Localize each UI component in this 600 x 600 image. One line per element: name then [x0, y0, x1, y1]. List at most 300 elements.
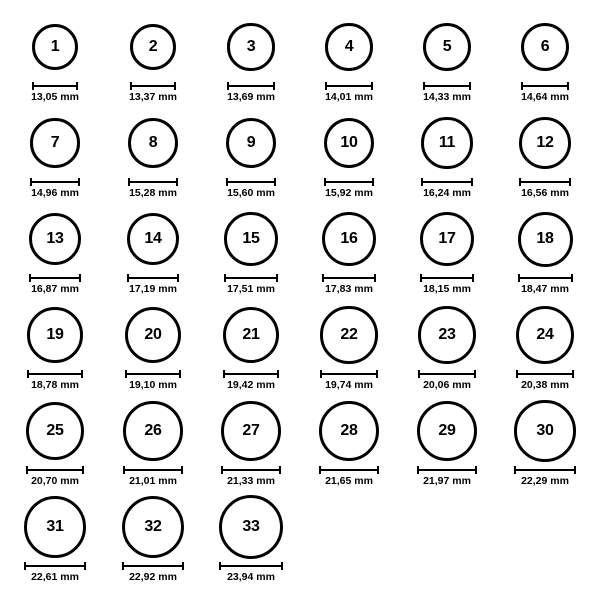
measure-bar-icon [29, 274, 81, 281]
measure-bar-icon [227, 82, 274, 89]
measure-bar-line [123, 469, 182, 471]
ring-diameter-label: 15,28 mm [129, 187, 177, 199]
ring-circle-icon [221, 401, 281, 461]
ring-circle-wrap [320, 302, 377, 368]
measure-bar-icon [30, 178, 79, 185]
ring-circle-wrap [521, 14, 570, 80]
ring-circle-wrap [125, 302, 181, 368]
measure-tick-left-icon [32, 82, 34, 90]
ring-circle-icon [30, 118, 79, 167]
ring-size-cell [301, 398, 397, 487]
ring-circle-icon [514, 400, 575, 461]
ring-size-row [6, 494, 594, 590]
measure-tick-left-icon [227, 82, 229, 90]
measure-bar-line [421, 181, 472, 183]
ring-circle-wrap [417, 398, 478, 464]
ring-circle-wrap [32, 14, 78, 80]
ring-circle-wrap [226, 110, 276, 176]
measure-bar-line [325, 85, 373, 87]
measure-tick-right-icon [274, 178, 276, 186]
ring-diameter-label: 17,19 mm [129, 283, 177, 295]
ring-diameter-label: 19,42 mm [227, 379, 275, 391]
measure-tick-left-icon [417, 466, 419, 474]
ring-size-cell [203, 302, 299, 391]
ring-circle-icon [322, 212, 376, 266]
ring-size-label: 30 [536, 421, 554, 439]
measure-bar-icon [322, 274, 376, 281]
ring-diameter-label: 19,10 mm [129, 379, 177, 391]
ring-size-cell [203, 14, 299, 103]
ring-circle-icon [421, 117, 472, 168]
ring-size-cell [203, 110, 299, 199]
measure-tick-left-icon [325, 82, 327, 90]
measure-bar-icon [224, 274, 277, 281]
ring-diameter-label: 16,87 mm [31, 283, 79, 295]
measure-bar-line [518, 277, 573, 279]
ring-size-cell [399, 14, 495, 103]
ring-circle-wrap [27, 302, 83, 368]
ring-size-cell [105, 302, 201, 391]
measure-bar-line [514, 469, 575, 471]
measure-bar-icon [423, 82, 471, 89]
ring-size-cell [497, 302, 593, 391]
measure-tick-left-icon [514, 466, 516, 474]
ring-size-label: 13 [46, 229, 64, 247]
ring-size-label: 3 [246, 38, 256, 55]
ring-circle-icon [32, 24, 78, 70]
measure-tick-right-icon [567, 82, 569, 90]
ring-circle-wrap [122, 494, 184, 560]
ring-size-cell [7, 14, 103, 103]
ring-diameter-label: 22,92 mm [129, 571, 177, 583]
measure-bar-line [219, 565, 283, 567]
ring-circle-icon [219, 495, 283, 559]
measure-tick-right-icon [471, 178, 473, 186]
measure-bar-line [423, 85, 471, 87]
ring-diameter-label: 16,56 mm [521, 187, 569, 199]
ring-circle-icon [518, 212, 573, 267]
ring-size-cell [7, 206, 103, 295]
measure-tick-right-icon [78, 178, 80, 186]
measure-bar-icon [421, 178, 472, 185]
measure-bar-icon [319, 466, 379, 473]
ring-size-label: 32 [144, 517, 162, 535]
ring-circle-icon [227, 23, 274, 70]
measure-bar-line [27, 373, 83, 375]
measure-bar-line [221, 469, 281, 471]
ring-circle-wrap [324, 110, 375, 176]
ring-circle-wrap [518, 206, 573, 272]
ring-size-cell [301, 14, 397, 103]
ring-size-cell [105, 494, 201, 583]
measure-bar-line [521, 85, 570, 87]
ring-diameter-label: 13,37 mm [129, 91, 177, 103]
ring-circle-wrap [224, 206, 277, 272]
ring-circle-wrap [30, 110, 79, 176]
measure-bar-line [227, 85, 274, 87]
ring-size-label: 1 [50, 38, 60, 55]
ring-size-cell [497, 398, 593, 487]
measure-tick-right-icon [174, 82, 176, 90]
measure-tick-left-icon [30, 178, 32, 186]
ring-size-label: 11 [438, 133, 456, 151]
ring-size-cell [301, 110, 397, 199]
ring-circle-icon [325, 23, 373, 71]
measure-tick-right-icon [377, 466, 379, 474]
ring-circle-wrap [223, 302, 280, 368]
ring-size-cell [399, 302, 495, 391]
ring-size-label: 14 [144, 229, 162, 247]
measure-bar-icon [27, 370, 83, 377]
ring-diameter-label: 22,29 mm [521, 475, 569, 487]
ring-size-row [6, 398, 594, 494]
ring-size-cell [7, 302, 103, 391]
ring-diameter-label: 15,92 mm [325, 187, 373, 199]
measure-bar-icon [130, 82, 177, 89]
measure-tick-left-icon [418, 370, 420, 378]
measure-tick-left-icon [226, 178, 228, 186]
measure-bar-icon [123, 466, 182, 473]
measure-bar-icon [324, 178, 375, 185]
ring-diameter-label: 18,78 mm [31, 379, 79, 391]
ring-size-cell [7, 494, 103, 583]
ring-diameter-label: 20,70 mm [31, 475, 79, 487]
measure-bar-line [226, 181, 276, 183]
ring-diameter-label: 13,69 mm [227, 91, 275, 103]
ring-size-label: 4 [344, 38, 354, 55]
measure-tick-right-icon [276, 274, 278, 282]
measure-tick-left-icon [219, 562, 221, 570]
ring-circle-icon [423, 23, 471, 71]
ring-size-label: 12 [536, 133, 554, 151]
ring-diameter-label: 22,61 mm [31, 571, 79, 583]
ring-size-label: 25 [46, 422, 64, 439]
ring-circle-icon [128, 118, 178, 168]
ring-size-cell [203, 494, 299, 583]
ring-circle-wrap [219, 494, 283, 560]
measure-tick-left-icon [130, 82, 132, 90]
ring-diameter-label: 14,01 mm [325, 91, 373, 103]
ring-diameter-label: 21,97 mm [423, 475, 471, 487]
measure-bar-icon [223, 370, 280, 377]
ring-size-cell [203, 206, 299, 295]
ring-size-cell [105, 398, 201, 487]
measure-tick-right-icon [571, 274, 573, 282]
ring-circle-icon [127, 213, 180, 266]
measure-tick-right-icon [279, 466, 281, 474]
ring-size-label: 16 [340, 229, 358, 247]
measure-bar-icon [516, 370, 574, 377]
ring-size-label: 17 [438, 229, 456, 247]
measure-bar-line [125, 373, 181, 375]
measure-bar-line [26, 469, 85, 471]
measure-tick-right-icon [574, 466, 576, 474]
ring-circle-wrap [26, 398, 85, 464]
ring-circle-icon [418, 306, 476, 364]
measure-bar-line [122, 565, 184, 567]
measure-tick-right-icon [181, 466, 183, 474]
ring-size-label: 22 [340, 326, 358, 343]
ring-size-row [6, 14, 594, 110]
ring-size-cell [301, 206, 397, 295]
ring-diameter-label: 18,15 mm [423, 283, 471, 295]
measure-bar-line [30, 181, 79, 183]
ring-diameter-label: 13,05 mm [31, 91, 79, 103]
ring-size-cell [203, 398, 299, 487]
ring-circle-icon [122, 496, 184, 558]
measure-bar-icon [418, 370, 476, 377]
measure-bar-icon [226, 178, 276, 185]
measure-tick-right-icon [176, 178, 178, 186]
ring-size-label: 26 [144, 422, 162, 439]
measure-bar-line [29, 277, 81, 279]
ring-diameter-label: 23,94 mm [227, 571, 275, 583]
measure-tick-left-icon [518, 274, 520, 282]
ring-circle-icon [516, 306, 574, 364]
ring-circle-wrap [319, 398, 379, 464]
measure-bar-icon [32, 82, 78, 89]
ring-circle-wrap [128, 110, 178, 176]
ring-size-label: 29 [438, 422, 456, 439]
measure-bar-line [127, 277, 180, 279]
measure-tick-left-icon [128, 178, 130, 186]
measure-tick-left-icon [26, 466, 28, 474]
measure-bar-line [32, 85, 78, 87]
ring-diameter-label: 21,01 mm [129, 475, 177, 487]
ring-circle-icon [130, 24, 177, 71]
ring-size-label: 10 [340, 134, 358, 151]
ring-diameter-label: 20,06 mm [423, 379, 471, 391]
ring-circle-icon [521, 23, 570, 72]
measure-bar-line [324, 181, 375, 183]
ring-circle-icon [26, 402, 85, 461]
measure-tick-right-icon [371, 82, 373, 90]
measure-tick-right-icon [474, 370, 476, 378]
measure-bar-line [516, 373, 574, 375]
measure-bar-icon [514, 466, 575, 473]
measure-bar-line [420, 277, 474, 279]
measure-bar-icon [24, 562, 86, 569]
measure-bar-icon [420, 274, 474, 281]
measure-tick-right-icon [82, 466, 84, 474]
measure-tick-left-icon [24, 562, 26, 570]
ring-diameter-label: 21,65 mm [325, 475, 373, 487]
ring-size-label: 7 [50, 134, 60, 151]
ring-diameter-label: 18,47 mm [521, 283, 569, 295]
measure-bar-icon [417, 466, 478, 473]
ring-circle-wrap [418, 302, 476, 368]
ring-size-cell [497, 206, 593, 295]
measure-bar-line [519, 181, 571, 183]
ring-size-label: 2 [148, 38, 158, 55]
ring-diameter-label: 14,33 mm [423, 91, 471, 103]
measure-tick-left-icon [320, 370, 322, 378]
ring-size-label: 31 [46, 517, 64, 535]
measure-bar-line [24, 565, 86, 567]
measure-bar-line [418, 373, 476, 375]
ring-circle-wrap [516, 302, 574, 368]
ring-diameter-label: 14,64 mm [521, 91, 569, 103]
measure-tick-right-icon [472, 274, 474, 282]
ring-circle-wrap [130, 14, 177, 80]
ring-circle-icon [324, 118, 375, 169]
measure-tick-right-icon [177, 274, 179, 282]
ring-circle-wrap [24, 494, 86, 560]
measure-tick-right-icon [374, 274, 376, 282]
ring-size-cell [7, 110, 103, 199]
ring-circle-wrap [127, 206, 180, 272]
measure-tick-left-icon [519, 178, 521, 186]
ring-circle-icon [123, 401, 182, 460]
measure-bar-icon [521, 82, 570, 89]
ring-size-label: 27 [242, 422, 260, 439]
measure-bar-icon [125, 370, 181, 377]
ring-diameter-label: 17,51 mm [227, 283, 275, 295]
ring-circle-wrap [421, 110, 472, 176]
measure-tick-left-icon [324, 178, 326, 186]
ring-circle-icon [29, 213, 81, 265]
ring-size-cell [301, 302, 397, 391]
ring-diameter-label: 15,60 mm [227, 187, 275, 199]
ring-circle-wrap [423, 14, 471, 80]
measure-tick-left-icon [420, 274, 422, 282]
measure-tick-left-icon [322, 274, 324, 282]
measure-tick-left-icon [221, 466, 223, 474]
measure-tick-left-icon [29, 274, 31, 282]
measure-tick-left-icon [516, 370, 518, 378]
measure-tick-left-icon [127, 274, 129, 282]
measure-tick-right-icon [277, 370, 279, 378]
ring-circle-icon [420, 212, 474, 266]
ring-diameter-label: 17,83 mm [325, 283, 373, 295]
ring-size-label: 24 [536, 326, 554, 343]
measure-tick-left-icon [423, 82, 425, 90]
ring-circle-icon [24, 496, 86, 558]
measure-tick-right-icon [182, 562, 184, 570]
ring-size-cell [399, 206, 495, 295]
measure-bar-line [322, 277, 376, 279]
ring-size-label: 5 [442, 38, 452, 55]
measure-bar-icon [128, 178, 178, 185]
ring-circle-icon [125, 307, 181, 363]
ring-size-row [6, 302, 594, 398]
ring-circle-wrap [221, 398, 281, 464]
ring-size-label: 15 [242, 229, 260, 247]
measure-tick-right-icon [179, 370, 181, 378]
ring-size-label: 33 [242, 518, 260, 535]
ring-size-cell [105, 206, 201, 295]
measure-tick-left-icon [223, 370, 225, 378]
ring-size-cell [497, 110, 593, 199]
measure-bar-icon [127, 274, 180, 281]
measure-tick-right-icon [469, 82, 471, 90]
measure-bar-line [130, 85, 177, 87]
ring-size-row [6, 206, 594, 302]
ring-circle-icon [319, 401, 379, 461]
measure-bar-icon [518, 274, 573, 281]
ring-circle-icon [27, 307, 83, 363]
measure-tick-right-icon [372, 178, 374, 186]
ring-circle-icon [226, 118, 276, 168]
measure-bar-icon [519, 178, 571, 185]
ring-size-cell [399, 398, 495, 487]
measure-tick-left-icon [123, 466, 125, 474]
ring-size-label: 21 [242, 326, 260, 343]
measure-bar-icon [122, 562, 184, 569]
ring-size-label: 28 [340, 422, 358, 439]
measure-tick-left-icon [319, 466, 321, 474]
ring-size-label: 23 [438, 326, 456, 343]
ring-size-label: 19 [46, 326, 64, 343]
measure-tick-right-icon [79, 274, 81, 282]
measure-tick-left-icon [27, 370, 29, 378]
measure-tick-right-icon [569, 178, 571, 186]
measure-tick-left-icon [521, 82, 523, 90]
measure-tick-right-icon [475, 466, 477, 474]
ring-circle-wrap [227, 14, 274, 80]
measure-bar-icon [221, 466, 281, 473]
ring-circle-wrap [29, 206, 81, 272]
ring-size-label: 18 [536, 230, 554, 247]
ring-size-label: 6 [540, 38, 550, 55]
ring-diameter-label: 14,96 mm [31, 187, 79, 199]
measure-bar-line [128, 181, 178, 183]
measure-tick-left-icon [224, 274, 226, 282]
measure-tick-right-icon [81, 370, 83, 378]
ring-diameter-label: 21,33 mm [227, 475, 275, 487]
ring-size-cell [105, 14, 201, 103]
measure-tick-right-icon [281, 562, 283, 570]
ring-circle-wrap [325, 14, 373, 80]
ring-size-label: 9 [246, 134, 256, 151]
measure-bar-line [224, 277, 277, 279]
ring-circle-icon [417, 401, 478, 462]
measure-bar-icon [26, 466, 85, 473]
ring-size-cell [497, 14, 593, 103]
ring-diameter-label: 16,24 mm [423, 187, 471, 199]
measure-tick-right-icon [376, 370, 378, 378]
ring-circle-icon [223, 307, 280, 364]
ring-size-label: 8 [148, 134, 158, 151]
measure-bar-icon [325, 82, 373, 89]
measure-tick-right-icon [572, 370, 574, 378]
ring-circle-icon [224, 212, 277, 265]
measure-bar-icon [320, 370, 377, 377]
ring-size-cell [399, 110, 495, 199]
ring-size-row [6, 110, 594, 206]
measure-bar-line [223, 373, 280, 375]
ring-size-label: 20 [144, 326, 162, 343]
measure-bar-icon [219, 562, 283, 569]
measure-bar-line [417, 469, 478, 471]
ring-circle-wrap [420, 206, 474, 272]
measure-tick-right-icon [84, 562, 86, 570]
ring-diameter-label: 20,38 mm [521, 379, 569, 391]
ring-size-cell [105, 110, 201, 199]
measure-tick-left-icon [125, 370, 127, 378]
measure-tick-left-icon [421, 178, 423, 186]
ring-circle-wrap [322, 206, 376, 272]
measure-tick-left-icon [122, 562, 124, 570]
ring-circle-icon [320, 306, 377, 363]
measure-bar-line [320, 373, 377, 375]
ring-size-cell [7, 398, 103, 487]
ring-circle-wrap [519, 110, 571, 176]
measure-tick-right-icon [273, 82, 275, 90]
ring-circle-wrap [514, 398, 575, 464]
ring-diameter-label: 19,74 mm [325, 379, 373, 391]
ring-circle-wrap [123, 398, 182, 464]
